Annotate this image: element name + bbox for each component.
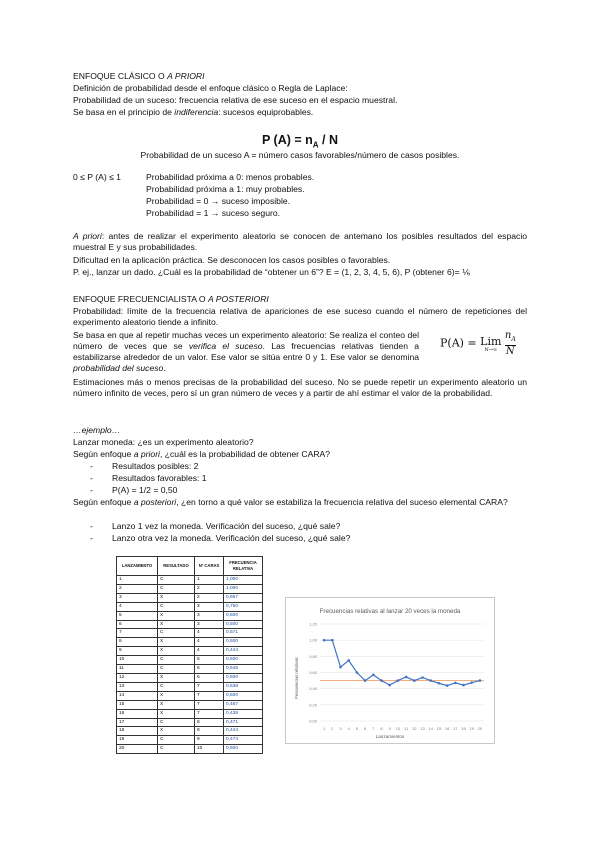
data-point [356, 671, 359, 674]
data-point [364, 679, 367, 682]
table-cell: 0,750 [224, 602, 263, 611]
table-cell: 0,545 [224, 665, 263, 674]
question-line: Según enfoque a posteriori, ¿en torno a qué valor se estabiliza la frecuencia relativa del suceso elemental CARA? [73, 497, 508, 507]
table-cell: 0,600 [224, 611, 263, 620]
frequency-table [116, 556, 263, 754]
data-point [421, 676, 424, 679]
limit-formula: P(A) = Lim N→∞ $\frac{n_A}{N}$ [440, 330, 516, 357]
table-cell: 8 [195, 727, 224, 736]
table-cell: 4 [195, 638, 224, 647]
question-line: Según enfoque a priori, ¿cuál es la probabilidad de obtener CARA? [73, 449, 331, 459]
table-cell: 9 [195, 736, 224, 745]
frequentist-definition: Probabilidad: límite de la frecuencia relativa de apariciones de ese suceso cuando el número de repeticiones del experimento aleatorio tiende a infinito. [73, 306, 527, 327]
table-cell: 11 [117, 665, 158, 674]
y-tick-label: 1,00 [309, 637, 317, 643]
table-cell: X [158, 691, 195, 700]
a-priori-paragraph: A priori: antes de realizar el experimento aleatorio se conocen de antemano los posibles resultados del espacio muestral E y sus probabilidades. [73, 231, 528, 252]
table-cell: C [158, 656, 195, 665]
table-cell: X [158, 620, 195, 629]
dificultad-line: Dificultad en la aplicación práctica. Se desconocen los casos posibles o favorables. [73, 255, 391, 265]
table-cell: X [158, 727, 195, 736]
table-cell: 12 [117, 673, 158, 682]
x-tick-label: 15 [436, 726, 442, 731]
definition-line: Probabilidad de un suceso: frecuencia relativa de ese suceso en el espacio muestral. [73, 95, 398, 105]
table-cell: 0,474 [224, 736, 263, 745]
data-point [331, 639, 334, 642]
x-tick-label: 4 [347, 726, 350, 731]
table-row [117, 673, 263, 682]
range-item: Probabilidad próxima a 0: menos probables. [146, 172, 315, 182]
table-cell: X [158, 709, 195, 718]
table-cell: 0,538 [224, 682, 263, 691]
question-line: Lanzar moneda: ¿es un experimento aleatorio? [73, 437, 254, 447]
column-header: RESULTADO [158, 557, 195, 576]
chart-container [285, 597, 495, 744]
table-cell: 3 [195, 611, 224, 620]
list-item: - Resultados favorables: 1 [90, 473, 207, 483]
table-row [117, 656, 263, 665]
table-cell: 19 [117, 736, 158, 745]
x-tick-label: 13 [420, 726, 425, 731]
x-tick-label: 1 [322, 726, 326, 731]
table-cell: X [158, 638, 195, 647]
table-cell: 0,500 [224, 638, 263, 647]
table-cell: 9 [117, 647, 158, 656]
formula-description: Probabilidad de un suceso A = número casos favorables/número de casos posibles. [140, 150, 460, 160]
table-cell: 7 [195, 682, 224, 691]
data-point [339, 666, 342, 669]
table-cell: 0,500 [224, 656, 263, 665]
x-tick-label: 6 [363, 726, 367, 731]
table-cell: C [158, 602, 195, 611]
table-row [117, 691, 263, 700]
data-point [397, 679, 400, 682]
table-cell: X [158, 593, 195, 602]
x-tick-label: 3 [339, 726, 342, 731]
data-point [388, 684, 391, 687]
table-row [117, 593, 263, 602]
table-cell: 2 [195, 593, 224, 602]
table-cell: 7 [195, 691, 224, 700]
table-cell: 0,500 [224, 745, 263, 754]
data-point [454, 682, 457, 685]
table-cell: 14 [117, 691, 158, 700]
table-cell: 2 [117, 584, 158, 593]
range-item: Probabilidad = 0 → suceso imposible. [146, 196, 291, 206]
data-point [405, 676, 408, 679]
table-cell: 10 [195, 745, 224, 754]
table-cell: 0,667 [224, 593, 263, 602]
table-cell: X [158, 673, 195, 682]
column-header: FRECUENCIA RELATIVA [224, 557, 263, 576]
table-cell: 0,500 [224, 673, 263, 682]
table-cell: 1,000 [224, 576, 263, 585]
table-cell: C [158, 629, 195, 638]
table-cell: 13 [117, 682, 158, 691]
table-cell: C [158, 745, 195, 754]
table-cell: 20 [117, 745, 158, 754]
table-row [117, 629, 263, 638]
range-item: Probabilidad = 1 → suceso seguro. [146, 208, 281, 218]
table-cell: 1,000 [224, 584, 263, 593]
column-header: LANZAMIENTO [117, 557, 158, 576]
x-tick-label: 11 [404, 726, 409, 731]
column-header: Nº CARAS [195, 557, 224, 576]
data-point [380, 679, 383, 682]
section-title-frecuencialista: ENFOQUE FRECUENCIALISTA O A POSTERIORI [73, 294, 269, 304]
data-point [446, 684, 449, 687]
table-cell: 6 [195, 665, 224, 674]
table-cell: 16 [117, 709, 158, 718]
table-row [117, 682, 263, 691]
table-cell: 5 [117, 611, 158, 620]
table-cell: 8 [195, 718, 224, 727]
list-item: - Lanzo otra vez la moneda. Verificación del suceso, ¿qué sale? [90, 533, 351, 543]
table-cell: 6 [117, 620, 158, 629]
table-cell: X [158, 611, 195, 620]
y-tick-label: 1,20 [309, 621, 317, 627]
x-tick-label: 14 [428, 726, 433, 731]
data-point [413, 679, 416, 682]
table-row [117, 700, 263, 709]
table-row [117, 718, 263, 727]
data-point [479, 679, 482, 682]
table-row [117, 709, 263, 718]
data-point [462, 684, 465, 687]
table-cell: 4 [195, 629, 224, 638]
table-cell: 0,438 [224, 709, 263, 718]
data-point [323, 639, 326, 642]
y-tick-label: 0,60 [309, 670, 317, 675]
table-cell: 17 [117, 718, 158, 727]
line-chart [286, 598, 494, 743]
x-tick-label: 20 [477, 726, 483, 731]
table-cell: 3 [195, 620, 224, 629]
y-axis-label: Frecuencias relativas [294, 657, 299, 699]
table-cell: 0,500 [224, 691, 263, 700]
table-header-row [117, 557, 263, 576]
table-cell: 4 [117, 602, 158, 611]
table-cell: 0,571 [224, 629, 263, 638]
estimaciones-paragraph: Estimaciones más o menos precisas de la probabilidad del suceso. No se puede repetir un experimento aleatorio un número infinito de veces, pero sí un gran número de veces y a partir de ahí estimar el valor de la probabilidad. [73, 377, 527, 398]
table-cell: 10 [117, 656, 158, 665]
x-tick-label: 16 [444, 726, 450, 731]
table-cell: 15 [117, 700, 158, 709]
table-cell: 2 [195, 584, 224, 593]
x-tick-label: 18 [461, 726, 466, 731]
data-point [470, 681, 473, 684]
list-item: - Resultados posibles: 2 [90, 461, 199, 471]
table-row [117, 611, 263, 620]
x-tick-label: 10 [395, 726, 401, 731]
table-cell: 6 [195, 673, 224, 682]
list-item: - Lanzo 1 vez la moneda. Verificación del suceso, ¿qué sale? [90, 521, 341, 531]
table-cell: X [158, 700, 195, 709]
y-tick-label: 0,80 [309, 653, 317, 659]
table-cell: 1 [117, 576, 158, 585]
data-point [429, 679, 432, 682]
y-tick-label: 0,40 [309, 686, 317, 692]
table-row [117, 602, 263, 611]
table-cell: 7 [117, 629, 158, 638]
table-cell: 3 [117, 593, 158, 602]
laplace-formula: P $(A) = n_A / N$ [261, 133, 339, 150]
table-cell: 1 [195, 576, 224, 585]
x-tick-label: 7 [372, 726, 375, 731]
x-tick-label: 2 [331, 726, 334, 731]
table-row [117, 745, 263, 754]
table-row [117, 647, 263, 656]
table-row [117, 620, 263, 629]
data-point [347, 659, 350, 662]
table-cell: 4 [195, 647, 224, 656]
dado-example: P. ej., lanzar un dado. ¿Cuál es la probabilidad de “obtener un 6”? E = (1, 2, 3, 4, 5, 6), P (obtener 6)= ⅙ [73, 267, 471, 277]
definition-line: Se basa en el principio de indiferencia: sucesos equiprobables. [73, 107, 314, 117]
x-tick-label: 19 [469, 726, 474, 731]
probability-range: 0 ≤ P (A) ≤ 1 [73, 172, 121, 182]
frequentist-basis: Se basa en que al repetir muchas veces un experimento aleatorio: Se realiza el conteo del número de veces que se verifica el suceso. Las frecuencias relativas tienden a estabilizarse alrededor de un valor. Ese valor se sitúa entre 0 y 1. Ese valor se denomina probabilidad del suceso. [73, 330, 420, 373]
table-cell: 0,444 [224, 647, 263, 656]
table-cell: 0,500 [224, 620, 263, 629]
table-cell: C [158, 576, 195, 585]
table-row [117, 576, 263, 585]
table-cell: C [158, 665, 195, 674]
table-cell: 7 [195, 700, 224, 709]
table-cell: 7 [195, 709, 224, 718]
x-tick-label: 12 [412, 726, 417, 731]
table-row [117, 727, 263, 736]
section-title-clasico: ENFOQUE CLÁSICO O A PRIORI [73, 71, 205, 81]
x-tick-label: 8 [380, 726, 383, 731]
definition-line: Definición de probabilidad desde el enfoque clásico o Regla de Laplace: [73, 83, 348, 93]
table-row [117, 665, 263, 674]
ejemplo-label: …ejemplo… [73, 425, 121, 435]
table-cell: C [158, 736, 195, 745]
data-point [372, 674, 375, 677]
table-cell: 0,444 [224, 727, 263, 736]
chart-title: Frecuencias relativas al lanzar 20 veces la moneda [319, 608, 461, 615]
table-row [117, 584, 263, 593]
table-cell: 0,471 [224, 718, 263, 727]
table-cell: X [158, 647, 195, 656]
x-tick-label: 17 [453, 726, 458, 731]
table-cell: 18 [117, 727, 158, 736]
table-row [117, 736, 263, 745]
table-cell: 8 [117, 638, 158, 647]
data-point [438, 682, 441, 685]
table-cell: 5 [195, 656, 224, 665]
table-row [117, 638, 263, 647]
x-tick-label: 9 [388, 726, 391, 731]
table-cell: 0,467 [224, 700, 263, 709]
y-tick-label: 0,20 [309, 702, 317, 708]
list-item: - P(A) = 1/2 = 0,50 [90, 485, 178, 495]
series-line [324, 640, 480, 685]
x-tick-label: 5 [355, 726, 359, 731]
table-cell: C [158, 718, 195, 727]
y-tick-label: 0,00 [309, 718, 317, 724]
table-cell: C [158, 682, 195, 691]
range-item: Probabilidad próxima a 1: muy probables. [146, 184, 305, 194]
x-axis-label: Lanzamientos [375, 734, 405, 739]
table-cell: 3 [195, 602, 224, 611]
table-cell: C [158, 584, 195, 593]
